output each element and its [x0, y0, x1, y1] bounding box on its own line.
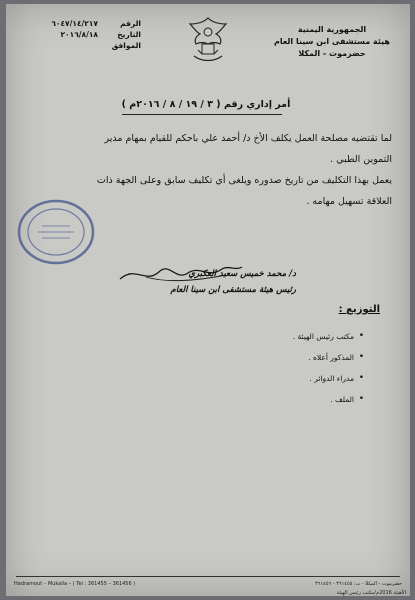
ref-number-value: ٦٠٤٧/١٤/٢١٧	[51, 19, 98, 28]
footer-arabic: حضرموت - المكلا - ت: ٣٦١٤٥٥ - ٣٦١٤٥٦	[315, 581, 402, 587]
body-line-1: لما تقتضيه مصلحة العمل يكلف الأخ د/ أحمد علي باحكم للقيام بمهام مدير	[104, 133, 392, 144]
footer	[14, 578, 402, 590]
signer-name: د/ محمد خميس سعيد العكبري	[188, 269, 296, 279]
official-stamp-icon	[16, 198, 96, 266]
footer-divider	[16, 576, 400, 577]
letterhead-arabic	[272, 24, 392, 60]
distribution-list	[234, 326, 364, 410]
body-line-4: العلاقة تسهيل مهامه .	[306, 196, 392, 207]
ref-hijri-label: الموافق	[111, 41, 141, 50]
ref-hijri-row	[16, 40, 141, 51]
signer-position: رئيس هيئة مستشفى ابن سينا العام	[170, 285, 296, 295]
distribution-item: • مكتب رئيس الهيئة .	[234, 326, 364, 347]
reference-block	[16, 18, 141, 51]
distribution-title: التوزيع :	[338, 304, 380, 315]
footer-english: Hadramout – Mukalla – ( Tel : 361455 – 361456 )	[14, 581, 136, 587]
eagle-emblem-icon	[184, 14, 232, 66]
letterhead-line-2: هيئة مستشفى ابن سينا العام	[274, 37, 390, 46]
distribution-item: • مدراء الدوائر .	[234, 368, 364, 389]
ref-date-label: التاريخ	[117, 30, 141, 39]
signature-block	[146, 266, 296, 298]
distribution-item: • المذكور أعلاه .	[234, 347, 364, 368]
ref-number-label: الرقم	[120, 19, 141, 28]
distribution-item: • الملف .	[234, 389, 364, 410]
footer-note: الأهيئة 2016م/مكتب رئيس الهيئة	[336, 590, 406, 596]
letterhead-line-3: حضرموت - المكلا	[298, 49, 366, 58]
letterhead-line-1: الجمهورية اليمنية	[297, 25, 367, 34]
document-page	[6, 4, 410, 596]
body-line-3: يعمل بهذا التكليف من تاريخ صدوره ويلغى أي تكليف سابق وعلى الجهة ذات	[96, 175, 392, 186]
title-underline	[122, 114, 282, 115]
ref-date-value: ٢٠١٦/٨/١٨	[60, 30, 98, 39]
ref-number-row	[16, 18, 141, 29]
body-line-2: التموين الطبي .	[330, 154, 392, 165]
ref-date-row	[16, 29, 141, 40]
order-title: أمر إداري رقم ( ٣ / ١٩ / ٨ / ٢٠١٦م )	[121, 99, 291, 110]
